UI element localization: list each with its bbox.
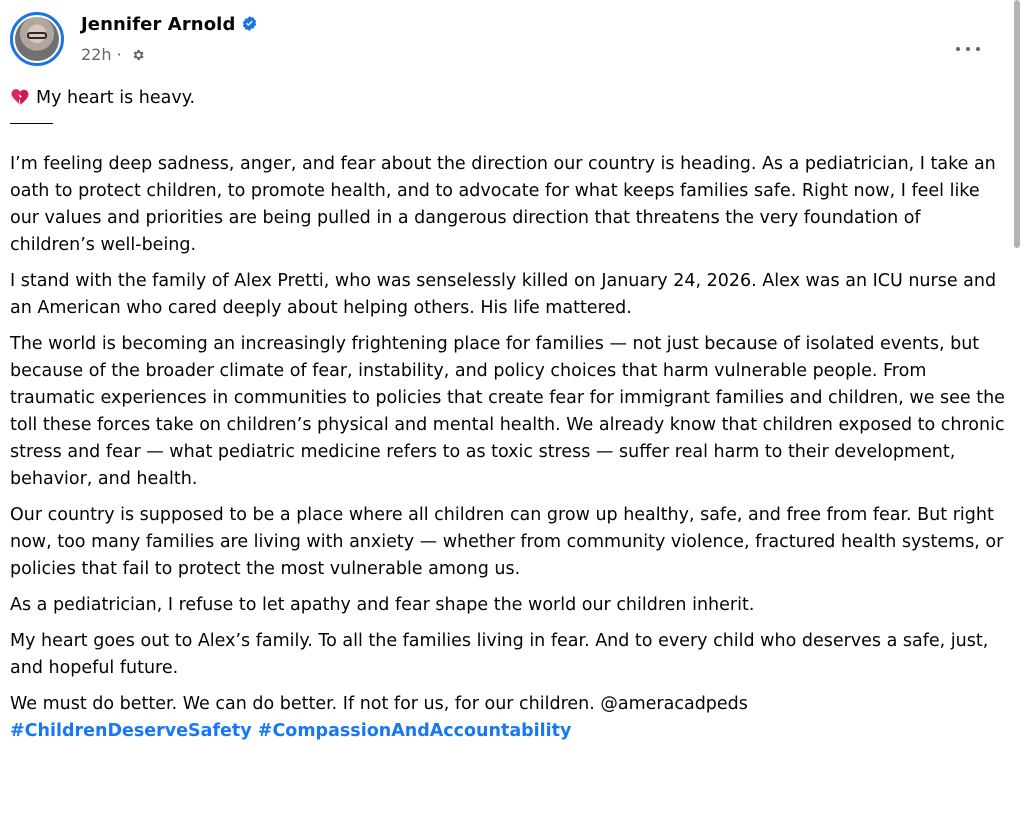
avatar-glasses — [27, 32, 47, 39]
post-paragraph: We must do better. We can do better. If not for us, for our children. @ameracadpeds — [10, 694, 748, 714]
hashtag-links[interactable]: #ChildrenDeserveSafety #CompassionAndAccountability — [10, 721, 572, 741]
more-options-dot — [956, 47, 960, 51]
post-paragraph: The world is becoming an increasingly frightening place for families — not just because of isolated events, but because of the broader climate of fear, instability, and policy choices that harm vulnerable people. From traumatic experiences in communities to policies that create fear for immigrant families and children, we see the toll these forces take on children’s physical and mental health. We already know that children exposed to chronic stress and fear — what pediatric medicine refers to as toxic stress — suffer real harm to their development, behavior, and health. — [10, 334, 1005, 489]
scrollbar[interactable] — [1010, 0, 1024, 819]
post-paragraph: As a pediatrician, I refuse to let apathy and fear shape the world our children inherit. — [10, 595, 755, 615]
post-paragraph: I’m feeling deep sadness, anger, and fear about the direction our country is heading. As a pediatrician, I take an oath to protect children, to promote health, and to advocate for what keeps families safe. Right now, I feel like our values and priorities are being pulled in a dangerous direction that threatens the very foundation of children’s well-being. — [10, 154, 996, 255]
avatar-image — [15, 17, 59, 61]
scrollbar-thumb[interactable] — [1014, 0, 1020, 248]
verified-badge-icon — [241, 15, 258, 32]
avatar[interactable] — [10, 12, 64, 66]
divider — [10, 123, 53, 124]
post-paragraph: My heart goes out to Alex’s family. To all the families living in fear. And to every child who deserves a safe, just, and hopeful future. — [10, 631, 989, 678]
post-paragraph: I stand with the family of Alex Pretti, who was senselessly killed on January 24, 2026. Alex was an ICU nurse and an American who cared deeply about helping others. His life mattered. — [10, 271, 997, 318]
post-heading-line — [10, 85, 1010, 112]
post-heading: My heart is heavy. — [36, 88, 196, 108]
post-body — [10, 85, 1010, 754]
more-options-button[interactable] — [954, 38, 982, 58]
post-time[interactable]: 22h — [81, 45, 112, 64]
gear-icon[interactable] — [131, 48, 145, 62]
more-options-dot — [966, 47, 970, 51]
broken-heart-icon — [10, 88, 30, 106]
more-options-dot — [976, 47, 980, 51]
post-meta — [81, 45, 145, 65]
author-name-container — [81, 14, 258, 36]
author-name[interactable]: Jennifer Arnold — [81, 14, 236, 35]
meta-separator: · — [111, 45, 127, 64]
post-paragraph: Our country is supposed to be a place where all children can grow up healthy, safe, and free from fear. But right now, too many families are living with anxiety — whether from community violence, fractured health systems, or policies that fail to protect the most vulnerable among us. — [10, 505, 1004, 579]
post-header — [10, 10, 1000, 70]
